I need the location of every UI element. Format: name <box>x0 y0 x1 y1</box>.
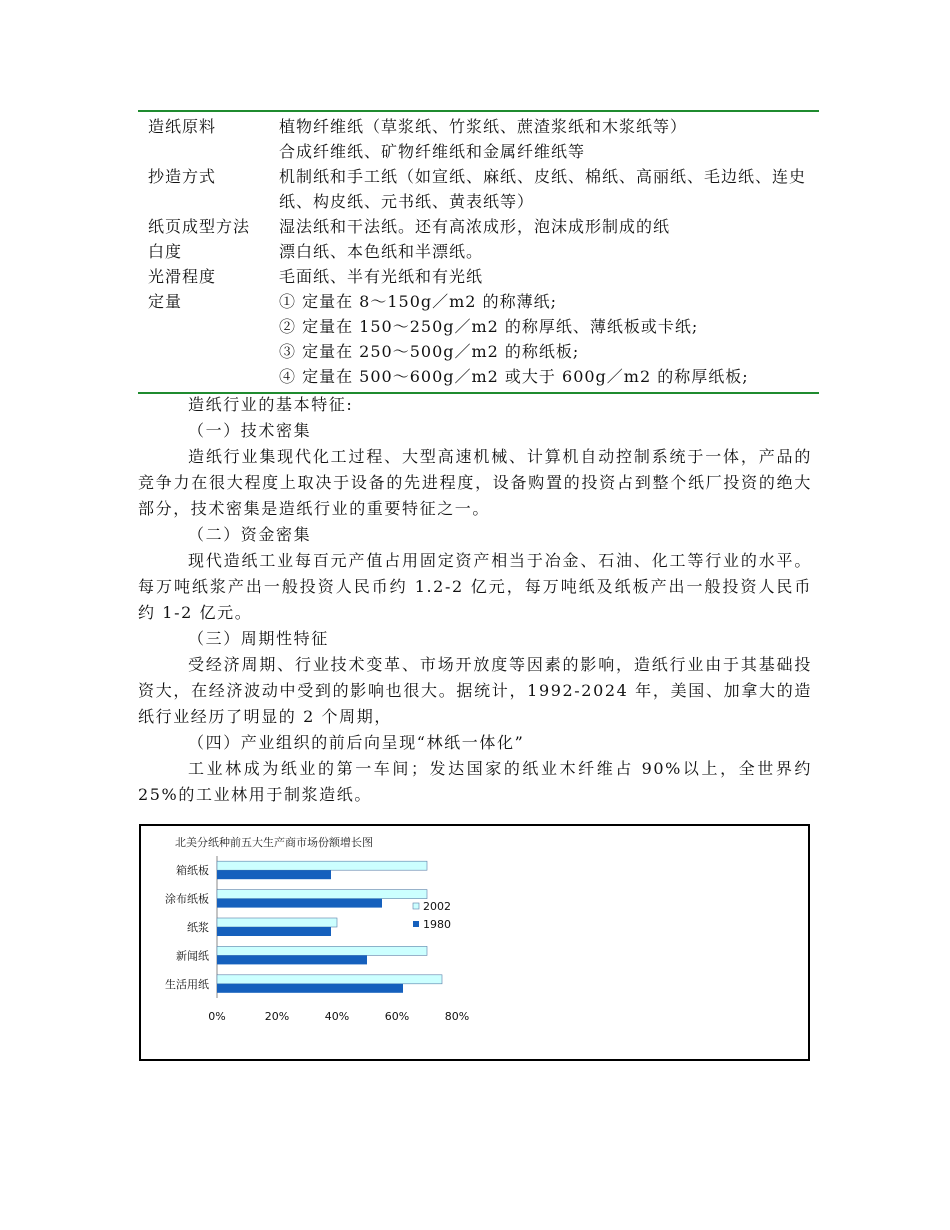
x-tick-label: 80% <box>444 1010 470 1023</box>
bar-1980-0 <box>217 870 331 879</box>
table-row-value: ② 定量在 150～250g／m2 的称厚纸、薄纸板或卡纸; <box>279 317 699 336</box>
bar-2002-0 <box>217 861 427 870</box>
table-row-label: 纸页成型方法 <box>148 217 251 236</box>
table-row <box>138 289 819 389</box>
bar-2002-1 <box>217 890 427 899</box>
table-row-label: 白度 <box>148 242 183 261</box>
table-row-label: 光滑程度 <box>148 267 217 286</box>
section-heading-3: （三）周期性特征 <box>188 629 329 648</box>
table-row-label: 抄造方式 <box>148 167 217 186</box>
paper-classification-table <box>138 110 819 394</box>
table-row <box>138 114 819 164</box>
bar-2002-4 <box>217 975 442 984</box>
market-share-chart <box>139 824 810 1061</box>
table-row-value: ④ 定量在 500～600g／m2 或大于 600g／m2 的称厚纸板; <box>279 367 749 386</box>
chart-title: 北美分纸种前五大生产商市场份额增长图 <box>175 836 373 849</box>
bar-2002-2 <box>217 918 337 927</box>
paragraph-4: 工业林成为纸业的第一车间；发达国家的纸业木纤维占 90%以上，全世界约 25%的工业林用于制浆造纸。 <box>138 759 812 804</box>
y-tick-label: 涂布纸板 <box>165 892 209 906</box>
bar-1980-3 <box>217 955 367 964</box>
chart-svg <box>141 826 808 1059</box>
legend-label: 2002 <box>423 900 451 913</box>
body-text <box>138 392 812 808</box>
table-row-value: 机制纸和手工纸（如宣纸、麻纸、皮纸、棉纸、高丽纸、毛边纸、连史纸、构皮纸、元书纸、黄表纸等） <box>279 167 807 211</box>
table-row-value: ③ 定量在 250～500g／m2 的称纸板; <box>279 342 580 361</box>
bar-1980-4 <box>217 984 403 993</box>
section-heading-1: （一）技术密集 <box>188 421 312 440</box>
y-tick-label: 生活用纸 <box>165 977 209 991</box>
y-tick-label: 新闻纸 <box>176 949 209 963</box>
table-row-values <box>279 289 819 389</box>
table-row-label: 定量 <box>148 292 183 311</box>
table-row-value: 植物纤维纸（草浆纸、竹浆纸、蔗渣浆纸和木浆纸等） <box>279 117 688 136</box>
section-heading-2: （二）资金密集 <box>188 525 312 544</box>
x-tick-label: 60% <box>384 1010 410 1023</box>
x-tick-label: 0% <box>208 1010 226 1023</box>
table-row-value: ① 定量在 8～150g／m2 的称薄纸; <box>279 292 557 311</box>
legend-swatch-1980 <box>413 921 419 927</box>
legend-label: 1980 <box>423 918 451 931</box>
table-row <box>138 164 819 214</box>
intro-line: 造纸行业的基本特征: <box>188 395 354 414</box>
table-row-value: 湿法纸和干法纸。还有高浓成形，泡沫成形制成的纸 <box>279 217 671 236</box>
table-row <box>138 239 819 264</box>
table-row-label: 造纸原料 <box>148 117 217 136</box>
section-heading-4: （四）产业组织的前后向呈现“林纸一体化” <box>188 733 525 752</box>
table-row-value: 毛面纸、半有光纸和有光纸 <box>279 267 484 286</box>
table-row-values <box>279 264 819 289</box>
x-tick-label: 20% <box>264 1010 290 1023</box>
table-row-values <box>279 239 819 264</box>
y-tick-label: 箱纸板 <box>176 864 209 878</box>
table-row-values <box>279 214 819 239</box>
table-row <box>138 264 819 289</box>
paragraph-1: 造纸行业集现代化工过程、大型高速机械、计算机自动控制系统于一体，产品的竞争力在很大程度上取决于设备的先进程度，设备购置的投资占到整个纸厂投资的绝大部分，技术密集是造纸行业的重要特征之一。 <box>138 447 812 518</box>
paragraph-3: 受经济周期、行业技术变革、市场开放度等因素的影响，造纸行业由于其基础投资大，在经济波动中受到的影响也很大。据统计，1992-2024 年，美国、加拿大的造纸行业经历了明显的 2 个周期， <box>138 655 812 726</box>
bar-1980-2 <box>217 927 331 936</box>
table-row <box>138 214 819 239</box>
y-tick-label: 纸浆 <box>187 921 209 934</box>
table-row-values <box>279 114 819 164</box>
table-row-values <box>279 164 819 214</box>
table-row-value: 漂白纸、本色纸和半漂纸。 <box>279 242 484 261</box>
x-tick-label: 40% <box>324 1010 350 1023</box>
bar-2002-3 <box>217 946 427 955</box>
legend-swatch-2002 <box>413 903 419 909</box>
table-row-value: 合成纤维纸、矿物纤维纸和金属纤维纸等 <box>279 142 586 161</box>
bar-1980-1 <box>217 899 382 908</box>
paragraph-2: 现代造纸工业每百元产值占用固定资产相当于冶金、石油、化工等行业的水平。每万吨纸浆产出一般投资人民币约 1.2-2 亿元，每万吨纸及纸板产出一般投资人民币约 1-2 亿元。 <box>138 551 812 622</box>
